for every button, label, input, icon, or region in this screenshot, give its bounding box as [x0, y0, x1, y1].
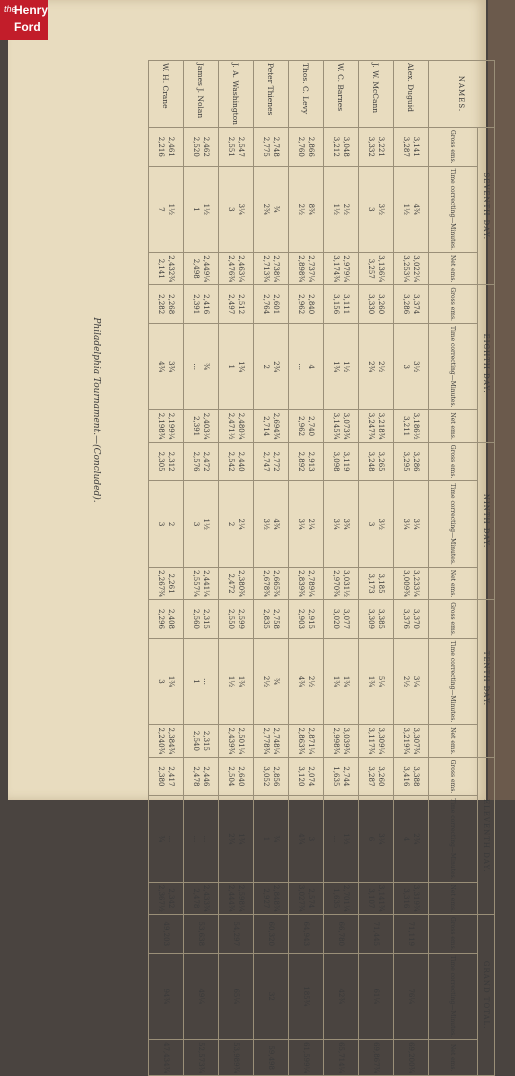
table-row	[149, 61, 184, 1076]
column-subheader: Net ems.	[429, 1040, 478, 1076]
column-subheader: Net ems.	[429, 882, 478, 914]
table-cell: 3,119 3,098	[324, 442, 359, 481]
column-subheader: Time correcting—Minutes.	[429, 166, 478, 252]
table-row	[184, 61, 219, 1076]
table-cell: 2,915 2,903	[289, 600, 324, 639]
table-cell: 61,599¼	[289, 1040, 324, 1076]
table-cell: 2,979¼ 3,174¾	[324, 253, 359, 285]
table-cell: 3½ 3	[359, 166, 394, 252]
table-cell: 3,111 3,156	[324, 285, 359, 324]
table-cell: 3,221 3,332	[359, 127, 394, 166]
table-cell: 2,440 2,542	[219, 442, 254, 481]
table-cell: 3 4¾	[289, 796, 324, 882]
table-row	[219, 61, 254, 1076]
column-subheader: Time correcting—Minutes.	[429, 323, 478, 409]
table-cell: 2,758 2,835	[254, 600, 289, 639]
table-cell: 2,512 2,497	[219, 285, 254, 324]
table-cell: 2,694¾ 2,714	[254, 410, 289, 442]
table-cell: 2,601 2,764	[254, 285, 289, 324]
table-cell: 2,312 2,305	[149, 442, 184, 481]
table-cell: 32	[254, 953, 289, 1039]
table-cell: 2¾ 2	[254, 323, 289, 409]
table-cell: 3,374 3,286	[394, 285, 429, 324]
day-header: GRAND TOTAL.	[478, 915, 495, 1076]
table-cell: 3,218¾ 3,247¾	[359, 410, 394, 442]
table-cell: 2,315 2,540	[184, 725, 219, 757]
sub-header-row	[429, 61, 478, 1076]
table-cell: 2,640 2,504	[219, 757, 254, 796]
table-cell: 2,789¼ 2,839¾	[289, 567, 324, 599]
table-cell: 3,136¼ 3,257	[359, 253, 394, 285]
table-cell: 3,022¼ 3,253¼	[394, 253, 429, 285]
competitor-name: Alex. Duguid	[394, 61, 429, 128]
table-cell: 52,573¾	[184, 1040, 219, 1076]
table-cell: 3,265 3,248	[359, 442, 394, 481]
table-row	[394, 61, 429, 1076]
day-header: NINTH DAY.	[478, 442, 495, 599]
table-cell: 94¾	[149, 953, 184, 1039]
table-cell: 2,748¼ 2,778¾	[254, 725, 289, 757]
table-cell: 2,432¾ 2,141	[149, 253, 184, 285]
table-cell: 2,744 1,635	[324, 757, 359, 796]
table-cell: ... 1	[184, 638, 219, 724]
table-cell: 49¼	[184, 953, 219, 1039]
column-subheader: Gross ems.	[429, 127, 478, 166]
table-cell: 2,441¼ 2,557¼	[184, 567, 219, 599]
table-cell: 2,740 2,962	[289, 410, 324, 442]
page-title: Philadelphia Tournament.—(Concluded).	[91, 317, 101, 503]
table-cell: ¾ 2½	[254, 638, 289, 724]
day-header-row	[478, 61, 495, 1076]
table-cell: 60,320	[254, 915, 289, 954]
table-cell: 3¾ 4¾	[149, 323, 184, 409]
table-cell: 3,370 3,376	[394, 600, 429, 639]
competitor-name: James J. Nolan	[184, 61, 219, 128]
column-subheader: Gross ems.	[429, 757, 478, 796]
table-cell: 2,748 2,775	[254, 127, 289, 166]
table-cell: 2,871¼ 2,863¾	[289, 725, 324, 757]
tournament-table	[148, 60, 495, 1076]
table-cell: 2,261 2,267¾	[149, 567, 184, 599]
table-cell: 4 ...	[289, 323, 324, 409]
table-cell: 2,665¾ 2,678¾	[254, 567, 289, 599]
table-cell: 3,260 3,330	[359, 285, 394, 324]
table-cell: 2,913 2,892	[289, 442, 324, 481]
logo-line1: the	[4, 4, 17, 14]
day-header: ELEVENTH DAY.	[478, 757, 495, 914]
table-cell: 76¼	[394, 953, 429, 1039]
column-subheader: Time correcting—Minutes.	[429, 638, 478, 724]
table-row	[359, 61, 394, 1076]
table-cell: 3,141 3,287	[394, 127, 429, 166]
table-cell: 2½ 4¾	[289, 638, 324, 724]
competitor-name: W. H. Crane	[149, 61, 184, 128]
table-cell: 3,233¼ 3,009¾	[394, 567, 429, 599]
table-cell: 2,547 2,551	[219, 127, 254, 166]
table-cell: 3,309¼ 3,117¾	[359, 725, 394, 757]
rotated-table-block	[75, 60, 495, 1074]
day-header: SEVENTH DAY.	[478, 127, 495, 284]
table-cell: 2,384¾ 2,240¾	[149, 725, 184, 757]
table-cell: 3,385 3,309	[359, 600, 394, 639]
table-cell: 2,408 2,296	[149, 600, 184, 639]
table-cell: 71,119	[394, 915, 429, 954]
table-cell: 1¾ 3	[149, 638, 184, 724]
table-cell: 2,772 2,747	[254, 442, 289, 481]
table-cell: 3,388 3,416	[394, 757, 429, 796]
column-subheader: Time correcting—Minutes.	[429, 953, 478, 1039]
table-cell: 1½ ...	[324, 796, 359, 882]
table-cell: 49,203	[149, 915, 184, 954]
table-cell: 65,714¼	[324, 1040, 359, 1076]
table-cell: 4¾ 1½	[394, 166, 429, 252]
competitor-name: W. C. Barnes	[324, 61, 359, 128]
table-cell: 3½ 3	[394, 323, 429, 409]
table-cell: 3,048 3,212	[324, 127, 359, 166]
table-cell: 3,319¾ 3,316	[394, 882, 429, 914]
table-cell: 3,307¾ 3,219¾	[394, 725, 429, 757]
table-cell: ... ¾	[149, 796, 184, 882]
table-cell: 2,433¾ 2,478	[184, 882, 219, 914]
table-cell: 1¾ 2¾	[219, 796, 254, 882]
table-cell: ¾ 2¾	[254, 166, 289, 252]
table-cell: 3½ 3	[359, 481, 394, 567]
competitor-name: Peter Thienes	[254, 61, 289, 128]
table-cell: ¾ 1	[254, 796, 289, 882]
column-subheader: Time correcting—Minutes.	[429, 796, 478, 882]
table-cell: 5¼ 1¾	[359, 638, 394, 724]
table-cell: 2¼ 2	[219, 481, 254, 567]
table-row	[324, 61, 359, 1076]
table-cell: 2,462 2,520	[184, 127, 219, 166]
table-cell: 59,498	[254, 1040, 289, 1076]
table-cell: 53,989¾	[219, 1040, 254, 1076]
table-cell: 3¼ 3¼	[394, 481, 429, 567]
table-cell: ... ...	[184, 796, 219, 882]
table-cell: 2,599 2,550	[219, 600, 254, 639]
table-cell: 65¼	[219, 953, 254, 1039]
table-cell: 1½ 1	[184, 166, 219, 252]
competitor-name: J. W. McCann	[359, 61, 394, 128]
table-cell: 2,416 2,391	[184, 285, 219, 324]
table-cell: 66,780	[324, 915, 359, 954]
table-cell: 3,141¾ 3,107	[359, 882, 394, 914]
logo-line2: Henry	[14, 3, 49, 17]
table-body	[149, 61, 429, 1076]
logo-line3: Ford	[14, 20, 41, 34]
table-cell: 2 3	[149, 481, 184, 567]
table-cell: 2,446 2,478	[184, 757, 219, 796]
table-cell: ¾ ...	[184, 323, 219, 409]
table-cell: 3,077 3,020	[324, 600, 359, 639]
table-cell: 2,461 2,216	[149, 127, 184, 166]
table-cell: 3,186½ 3,211	[394, 410, 429, 442]
table-cell: 69,867¾	[359, 1040, 394, 1076]
table-cell: 2,480¼ 2,471½	[219, 410, 254, 442]
table-cell: 1½ 1¾	[324, 323, 359, 409]
table-cell: 3¼ 3	[219, 166, 254, 252]
table-cell: 1¾ 1½	[219, 638, 254, 724]
table-cell: 2,463¼ 2,476¾	[219, 253, 254, 285]
table-cell: 1½ 7	[149, 166, 184, 252]
table-cell: 2,701¼ 1,635	[324, 882, 359, 914]
table-cell: 42¾	[324, 953, 359, 1039]
table-cell: 3,039¾ 2,998¾	[324, 725, 359, 757]
names-header: NAMES.	[429, 61, 495, 128]
table-cell: 69,200¾	[394, 1040, 429, 1076]
table-cell: 2,449¼ 2,498	[184, 253, 219, 285]
table-cell: 3¼ 6	[359, 796, 394, 882]
table-cell: 2,342 2,367½	[149, 882, 184, 914]
column-subheader: Time correcting—Minutes.	[429, 481, 478, 567]
column-subheader: Net ems.	[429, 253, 478, 285]
column-subheader: Gross ems.	[429, 442, 478, 481]
table-cell: 3,185 3,173	[359, 567, 394, 599]
table-cell: 1¾ 1	[219, 323, 254, 409]
table-cell: 2,738¼ 2,713¾	[254, 253, 289, 285]
table-cell: 2,472 2,576	[184, 442, 219, 481]
table-cell: 2,501¼ 2,439¾	[219, 725, 254, 757]
column-subheader: Net ems.	[429, 567, 478, 599]
table-cell: 53,638	[184, 915, 219, 954]
table-cell: 2,199¼ 2,198¾	[149, 410, 184, 442]
table-cell: 2,598¼ 2,444¾	[219, 882, 254, 914]
table-cell: 2,866 2,760	[289, 127, 324, 166]
competitor-name: Thos. C. Levy	[289, 61, 324, 128]
table-cell: 2,856 3,052	[254, 757, 289, 796]
table-cell: 3,286 3,295	[394, 442, 429, 481]
table-cell: 54,297	[219, 915, 254, 954]
table-cell: 2,403¼ 2,391	[184, 410, 219, 442]
table-cell: 71,445	[359, 915, 394, 954]
table-cell: 1½ 3	[184, 481, 219, 567]
henry-ford-logo	[0, 0, 48, 40]
table-cell: 2,268 2,282	[149, 285, 184, 324]
table-cell: 8¾ 2½	[289, 166, 324, 252]
table-cell: 2,380¾ 2,472	[219, 567, 254, 599]
table-row	[254, 61, 289, 1076]
table-cell: 185¾	[289, 953, 324, 1039]
table-cell: 2½ 1½	[324, 166, 359, 252]
table-cell: 2,737¼ 2,898¾	[289, 253, 324, 285]
table-row	[289, 61, 324, 1076]
table-cell: 1¾ 1¾	[324, 638, 359, 724]
table-cell: 3,031½ 2,970¾	[324, 567, 359, 599]
table-cell: 4¾ 3½	[254, 481, 289, 567]
column-subheader: Gross ems.	[429, 600, 478, 639]
day-header: EIGHTH DAY.	[478, 285, 495, 442]
table-cell: 3,260 3,287	[359, 757, 394, 796]
table-cell: 3¾ 3¼	[324, 481, 359, 567]
table-cell: 3¼ 2½	[394, 638, 429, 724]
table-cell: 2,074 3,120	[289, 757, 324, 796]
table-cell: 2,848¾ 2,927	[254, 882, 289, 914]
column-subheader: Net ems.	[429, 725, 478, 757]
table-cell: 2,574 3,027¾	[289, 882, 324, 914]
column-subheader: Net ems.	[429, 410, 478, 442]
table-cell: 2,417 2,380	[149, 757, 184, 796]
table-cell: 61¼	[359, 953, 394, 1039]
column-subheader: Gross ems.	[429, 915, 478, 954]
day-header: TENTH DAY.	[478, 600, 495, 757]
table-cell: 2,840 2,962	[289, 285, 324, 324]
table-cell: 2,315 2,560	[184, 600, 219, 639]
table-cell: 2¼ 3¼	[289, 481, 324, 567]
table-cell: 2¾ 4	[394, 796, 429, 882]
column-subheader: Gross ems.	[429, 285, 478, 324]
table-cell: 47,434¾	[149, 1040, 184, 1076]
competitor-name: J. A. Washington	[219, 61, 254, 128]
table-cell: 2½ 2¾	[359, 323, 394, 409]
table-cell: 64,943	[289, 915, 324, 954]
table-cell: 3,073¾ 3,145¾	[324, 410, 359, 442]
